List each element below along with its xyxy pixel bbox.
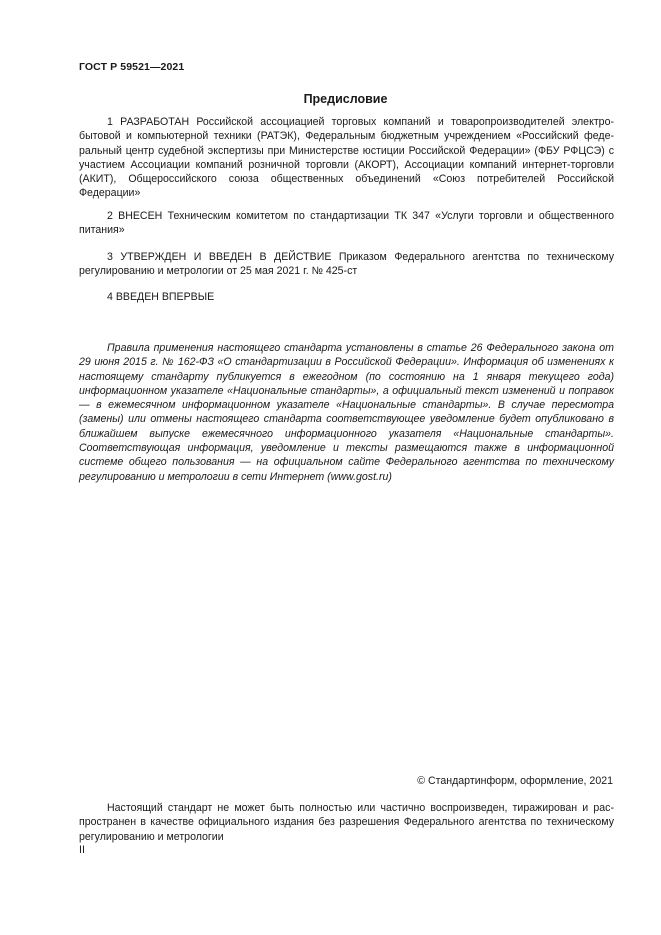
page-number: II bbox=[79, 844, 85, 856]
page-title: Предисловие bbox=[303, 92, 388, 106]
application-rules-notice: Правила применения настоящего стандарта установлены в статье 26 Федерального закона от 29 июня 2015 г. № 162-ФЗ «О стандартизации в Российской Федерации». Информация об изменениях к настоящему стандарту публикуется в ежегодном (по состоянию на 1 января текущего года) информационном указателе «Национальные стандарты», а официальный текст изменений и поправок — в ежемесячном информационном указателе «Национальные стандарты». В случае пересмотра (замены) или отмены настоящего стандарта соответствующее уведомление будет опубликовано в ближайшем выпуске ежемесячного информационного указателя «Национальные стандарты». Соответствующая информация, уведомление и тексты размещаются также в информационной системе общего пользования — на официальном сайте Федерального агентства по техническому регулированию и метрологии в сети Интернет (www.gost.ru) bbox=[79, 342, 614, 483]
foreword-item-4: 4 ВВЕДЕН ВПЕРВЫЕ bbox=[107, 291, 215, 303]
reproduction-restriction-text: Настоящий стандарт не может быть полностью или частично воспроизведен, тиражирован и распространен в качестве официального издания без разрешения Федерального агентства по техническому регулированию и метрологии bbox=[79, 802, 614, 843]
foreword-item-2: 2 ВНЕСЕН Техническим комитетом по стандартизации ТК 347 «Услуги торговли и общественного питания» bbox=[79, 210, 614, 237]
foreword-item-3: 3 УТВЕРЖДЕН И ВВЕДЕН В ДЕЙСТВИЕ Приказом Федерального агентства по техническому регулированию и метрологии от 25 мая 2021 г. № 425-ст bbox=[79, 251, 614, 278]
foreword-item-1: 1 РАЗРАБОТАН Российской ассоциацией торговых компаний и товаропроизводителей электробытовой и компьютерной техники (РАТЭК), Федеральным бюджетным учреждением «Российский федеральный центр судебной экспертизы при Министерстве юстиции Российской Федерации» (ФБУ РФЦСЭ) с участием Ассоциации компаний розничной торговли (АКОРТ), Ассоциации компаний интернет-торговли (АКИТ), Общероссийского союза общественных объединений «Союз потребителей Российской Федерации» bbox=[79, 116, 614, 200]
copyright-line: © Стандартинформ, оформление, 2021 bbox=[417, 775, 613, 787]
document-header-code: ГОСТ Р 59521—2021 bbox=[79, 61, 185, 73]
